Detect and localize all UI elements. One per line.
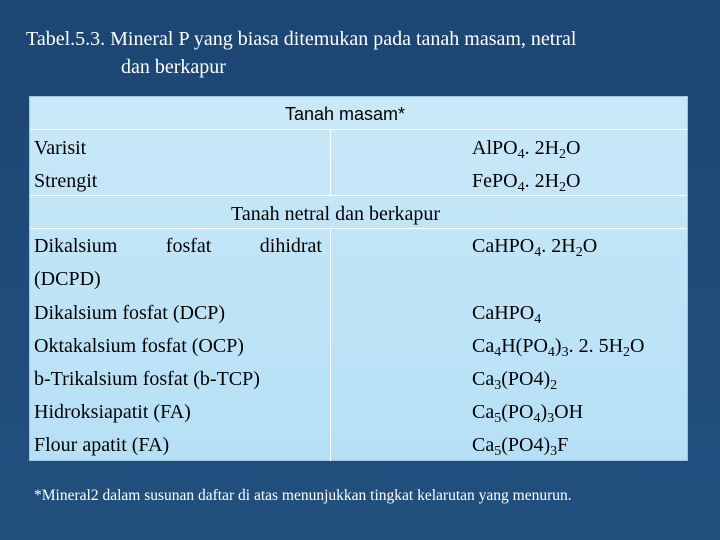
row-divider (30, 195, 687, 196)
mineral-name: Dikalsium fosfat (DCP) (34, 302, 226, 324)
mineral-name: Oktakalsium fosfat (OCP) (34, 335, 244, 357)
mineral-formula: FePO$_4$. $2H_2O$ (472, 170, 581, 196)
mineral-name: Flour apatit (FA) (34, 434, 170, 456)
mineral-name: Dikalsium fosfat dihidrat (34, 235, 322, 257)
mineral-formula: CaHPO$_4$. $2H_2O$ (472, 235, 598, 261)
row-divider (30, 228, 687, 229)
table-footnote: *Mineral2 dalam susunan daftar di atas menunjukkan tingkat kelarutan yang menurun. (34, 487, 572, 504)
row-divider (30, 129, 687, 130)
mineral-formula: $Ca_5(PO4)_3F$ (472, 434, 569, 460)
column-divider (330, 129, 331, 195)
mineral-formula: $Ca_3(PO4)_2$ (472, 368, 558, 394)
mineral-name-continuation: (DCPD) (34, 268, 101, 290)
section-header-acid-soil: Tanah masam* (285, 104, 406, 124)
mineral-formula: $Ca_4H(PO_4)_3$. 2. $5H_2O$ (472, 335, 645, 361)
caption-line-2: dan berkapur (121, 56, 226, 78)
mineral-formula: $Ca_5(PO_4)_3OH$ (472, 401, 584, 427)
mineral-name: Hidroksiapatit (FA) (34, 401, 191, 423)
mineral-formula: AlPO$_4$. $2H_2O$ (472, 137, 581, 163)
table-caption (26, 25, 706, 81)
caption-line-1: Tabel.5.3. Mineral P yang biasa ditemukan pada tanah masam, netral (26, 28, 577, 50)
mineral-table (29, 96, 688, 461)
column-divider (330, 228, 331, 461)
mineral-name: Varisit (34, 137, 87, 159)
mineral-name: Strengit (34, 170, 98, 192)
section-header-neutral-calcareous-soil: Tanah netral dan berkapur (231, 203, 441, 225)
mineral-formula: CaHPO$_4$ (472, 302, 542, 328)
mineral-name: b-Trikalsium fosfat (b-TCP) (34, 368, 260, 390)
